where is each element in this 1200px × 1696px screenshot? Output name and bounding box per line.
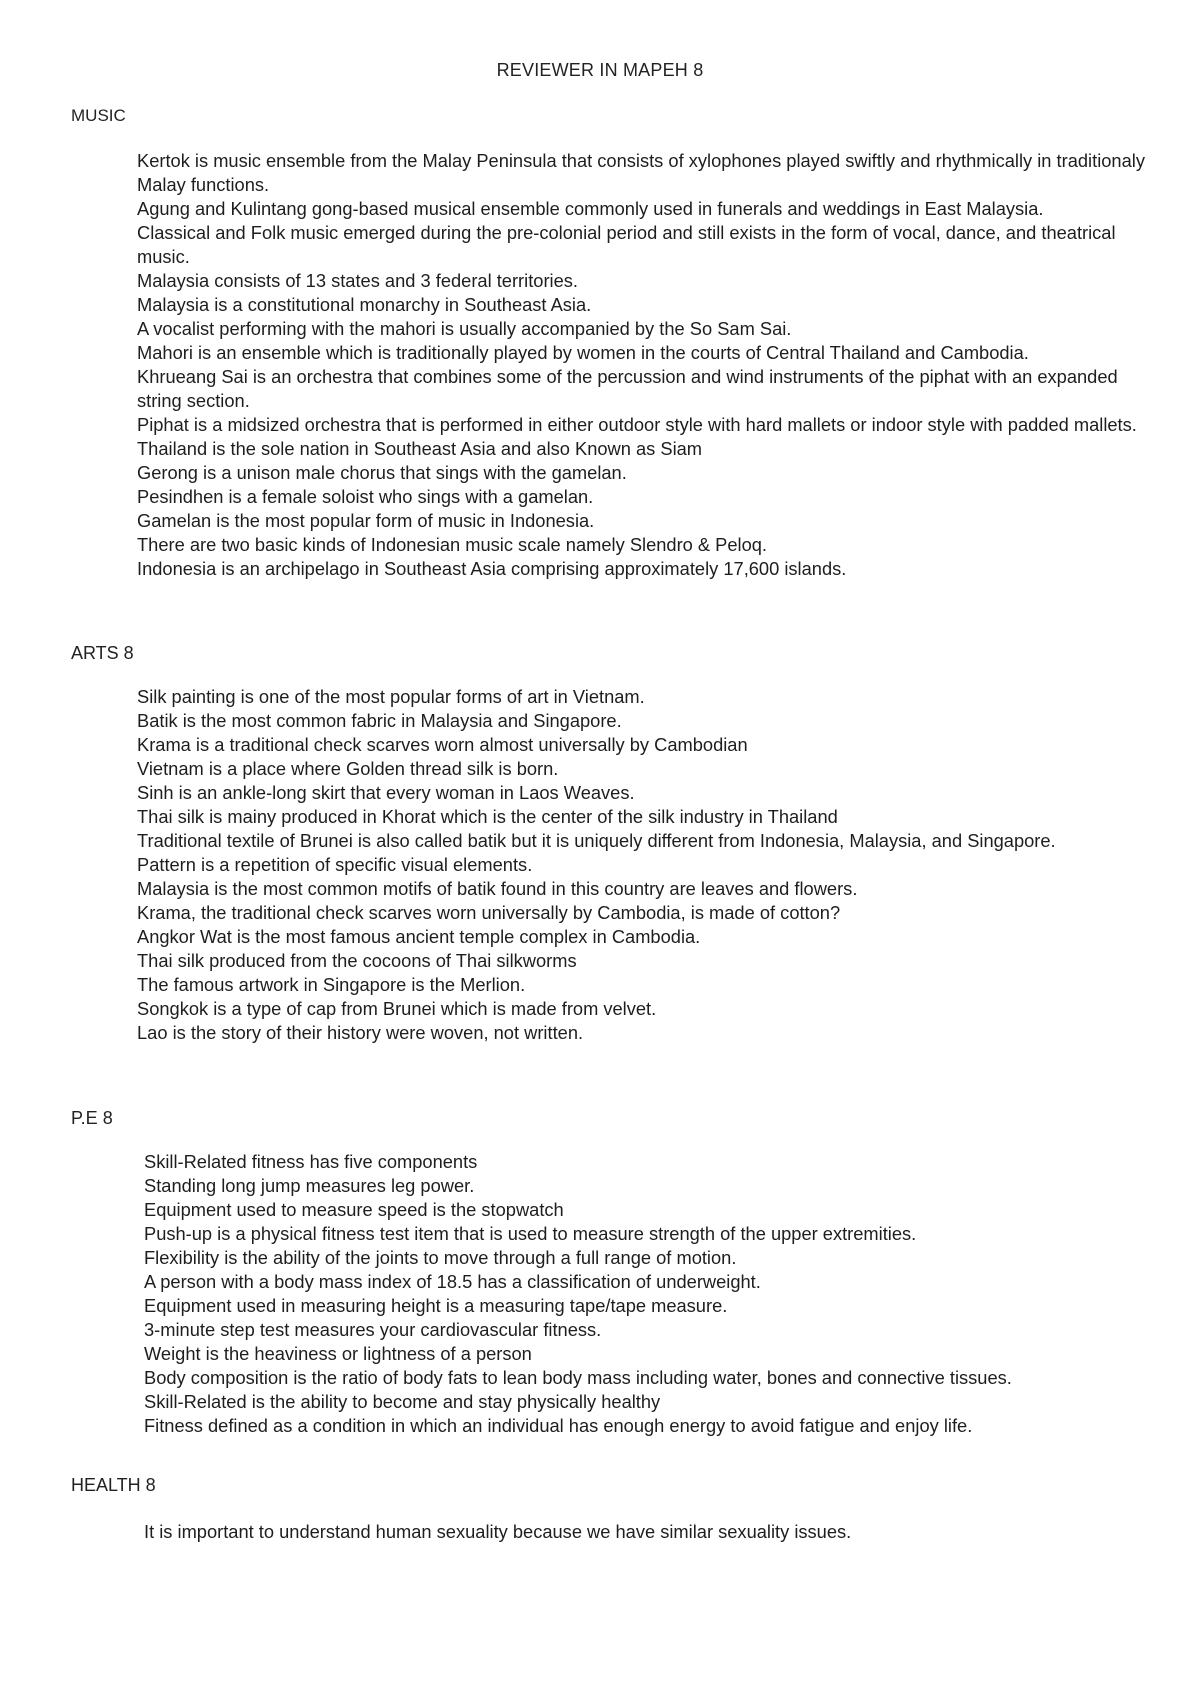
list-item: Gamelan is the most popular form of music in Indonesia. [137,510,595,531]
list-item: Fitness defined as a condition in which an individual has enough energy to avoid fatigue and enjoy life. [144,1415,973,1436]
list-item: A vocalist performing with the mahori is usually accompanied by the So Sam Sai. [137,318,792,339]
list-item: Pesindhen is a female soloist who sings with a gamelan. [137,486,594,507]
list-item: Mahori is an ensemble which is traditionally played by women in the courts of Central Thailand and Cambodia. [137,342,1029,363]
section-heading-arts: ARTS 8 [71,643,134,663]
list-item: Malaysia consists of 13 states and 3 federal territories. [137,270,578,291]
list-item: Push-up is a physical fitness test item that is used to measure strength of the upper extremities. [144,1223,917,1244]
list-item: Pattern is a repetition of specific visual elements. [137,854,533,875]
list-item: Silk painting is one of the most popular forms of art in Vietnam. [137,686,645,707]
music-list [137,149,1147,581]
list-item: Batik is the most common fabric in Malaysia and Singapore. [137,710,622,731]
section-heading-music: MUSIC [71,106,126,125]
list-item: Khrueang Sai is an orchestra that combines some of the percussion and wind instruments of the piphat with an expanded string section. [137,366,1118,411]
list-item: Skill-Related fitness has five components [144,1151,478,1172]
document-title: REVIEWER IN MAPEH 8 [496,60,704,80]
list-item: Vietnam is a place where Golden thread silk is born. [137,758,559,779]
list-item: Skill-Related is the ability to become and stay physically healthy [144,1391,661,1412]
list-item: Songkok is a type of cap from Brunei which is made from velvet. [137,998,657,1019]
list-item: Classical and Folk music emerged during the pre-colonial period and still exists in the form of vocal, dance, and theatrical music. [137,222,1116,267]
list-item: Flexibility is the ability of the joints to move through a full range of motion. [144,1247,737,1268]
list-item: Kertok is music ensemble from the Malay Peninsula that consists of xylophones played swiftly and rhythmically in traditionaly Malay functions. [137,150,1145,195]
list-item: Equipment used in measuring height is a measuring tape/tape measure. [144,1295,728,1316]
list-item: It is important to understand human sexuality because we have similar sexuality issues. [144,1521,852,1542]
list-item: Krama, the traditional check scarves worn universally by Cambodia, is made of cotton? [137,902,841,923]
list-item: Indonesia is an archipelago in Southeast Asia comprising approximately 17,600 islands. [137,558,847,579]
list-item: A person with a body mass index of 18.5 has a classification of underweight. [144,1271,761,1292]
list-item: Agung and Kulintang gong-based musical ensemble commonly used in funerals and weddings in East Malaysia. [137,198,1044,219]
list-item: 3-minute step test measures your cardiovascular fitness. [144,1319,602,1340]
list-item: Equipment used to measure speed is the stopwatch [144,1199,564,1220]
list-item: Traditional textile of Brunei is also called batik but it is uniquely different from Indonesia, Malaysia, and Singapore. [137,830,1056,851]
list-item: Weight is the heaviness or lightness of a person [144,1343,532,1364]
arts-list [137,685,1097,1045]
list-item: Krama is a traditional check scarves worn almost universally by Cambodian [137,734,748,755]
list-item: Thai silk produced from the cocoons of Thai silkworms [137,950,577,971]
health-list [144,1520,1144,1544]
list-item: Sinh is an ankle-long skirt that every woman in Laos Weaves. [137,782,635,803]
list-item: The famous artwork in Singapore is the Merlion. [137,974,526,995]
pe-list [144,1150,1164,1438]
list-item: Thailand is the sole nation in Southeast Asia and also Known as Siam [137,438,703,459]
section-heading-pe: P.E 8 [71,1108,113,1128]
list-item: Lao is the story of their history were woven, not written. [137,1022,584,1043]
list-item: There are two basic kinds of Indonesian music scale namely Slendro & Peloq. [137,534,768,555]
list-item: Standing long jump measures leg power. [144,1175,475,1196]
list-item: Gerong is a unison male chorus that sings with the gamelan. [137,462,627,483]
section-heading-health: HEALTH 8 [71,1475,156,1495]
list-item: Piphat is a midsized orchestra that is performed in either outdoor style with hard mallets or indoor style with padded mallets. [137,414,1137,435]
list-item: Malaysia is the most common motifs of batik found in this country are leaves and flowers. [137,878,858,899]
list-item: Thai silk is mainy produced in Khorat which is the center of the silk industry in Thailand [137,806,838,827]
list-item: Angkor Wat is the most famous ancient temple complex in Cambodia. [137,926,701,947]
list-item: Body composition is the ratio of body fats to lean body mass including water, bones and connective tissues. [144,1367,1012,1388]
list-item: Malaysia is a constitutional monarchy in Southeast Asia. [137,294,592,315]
